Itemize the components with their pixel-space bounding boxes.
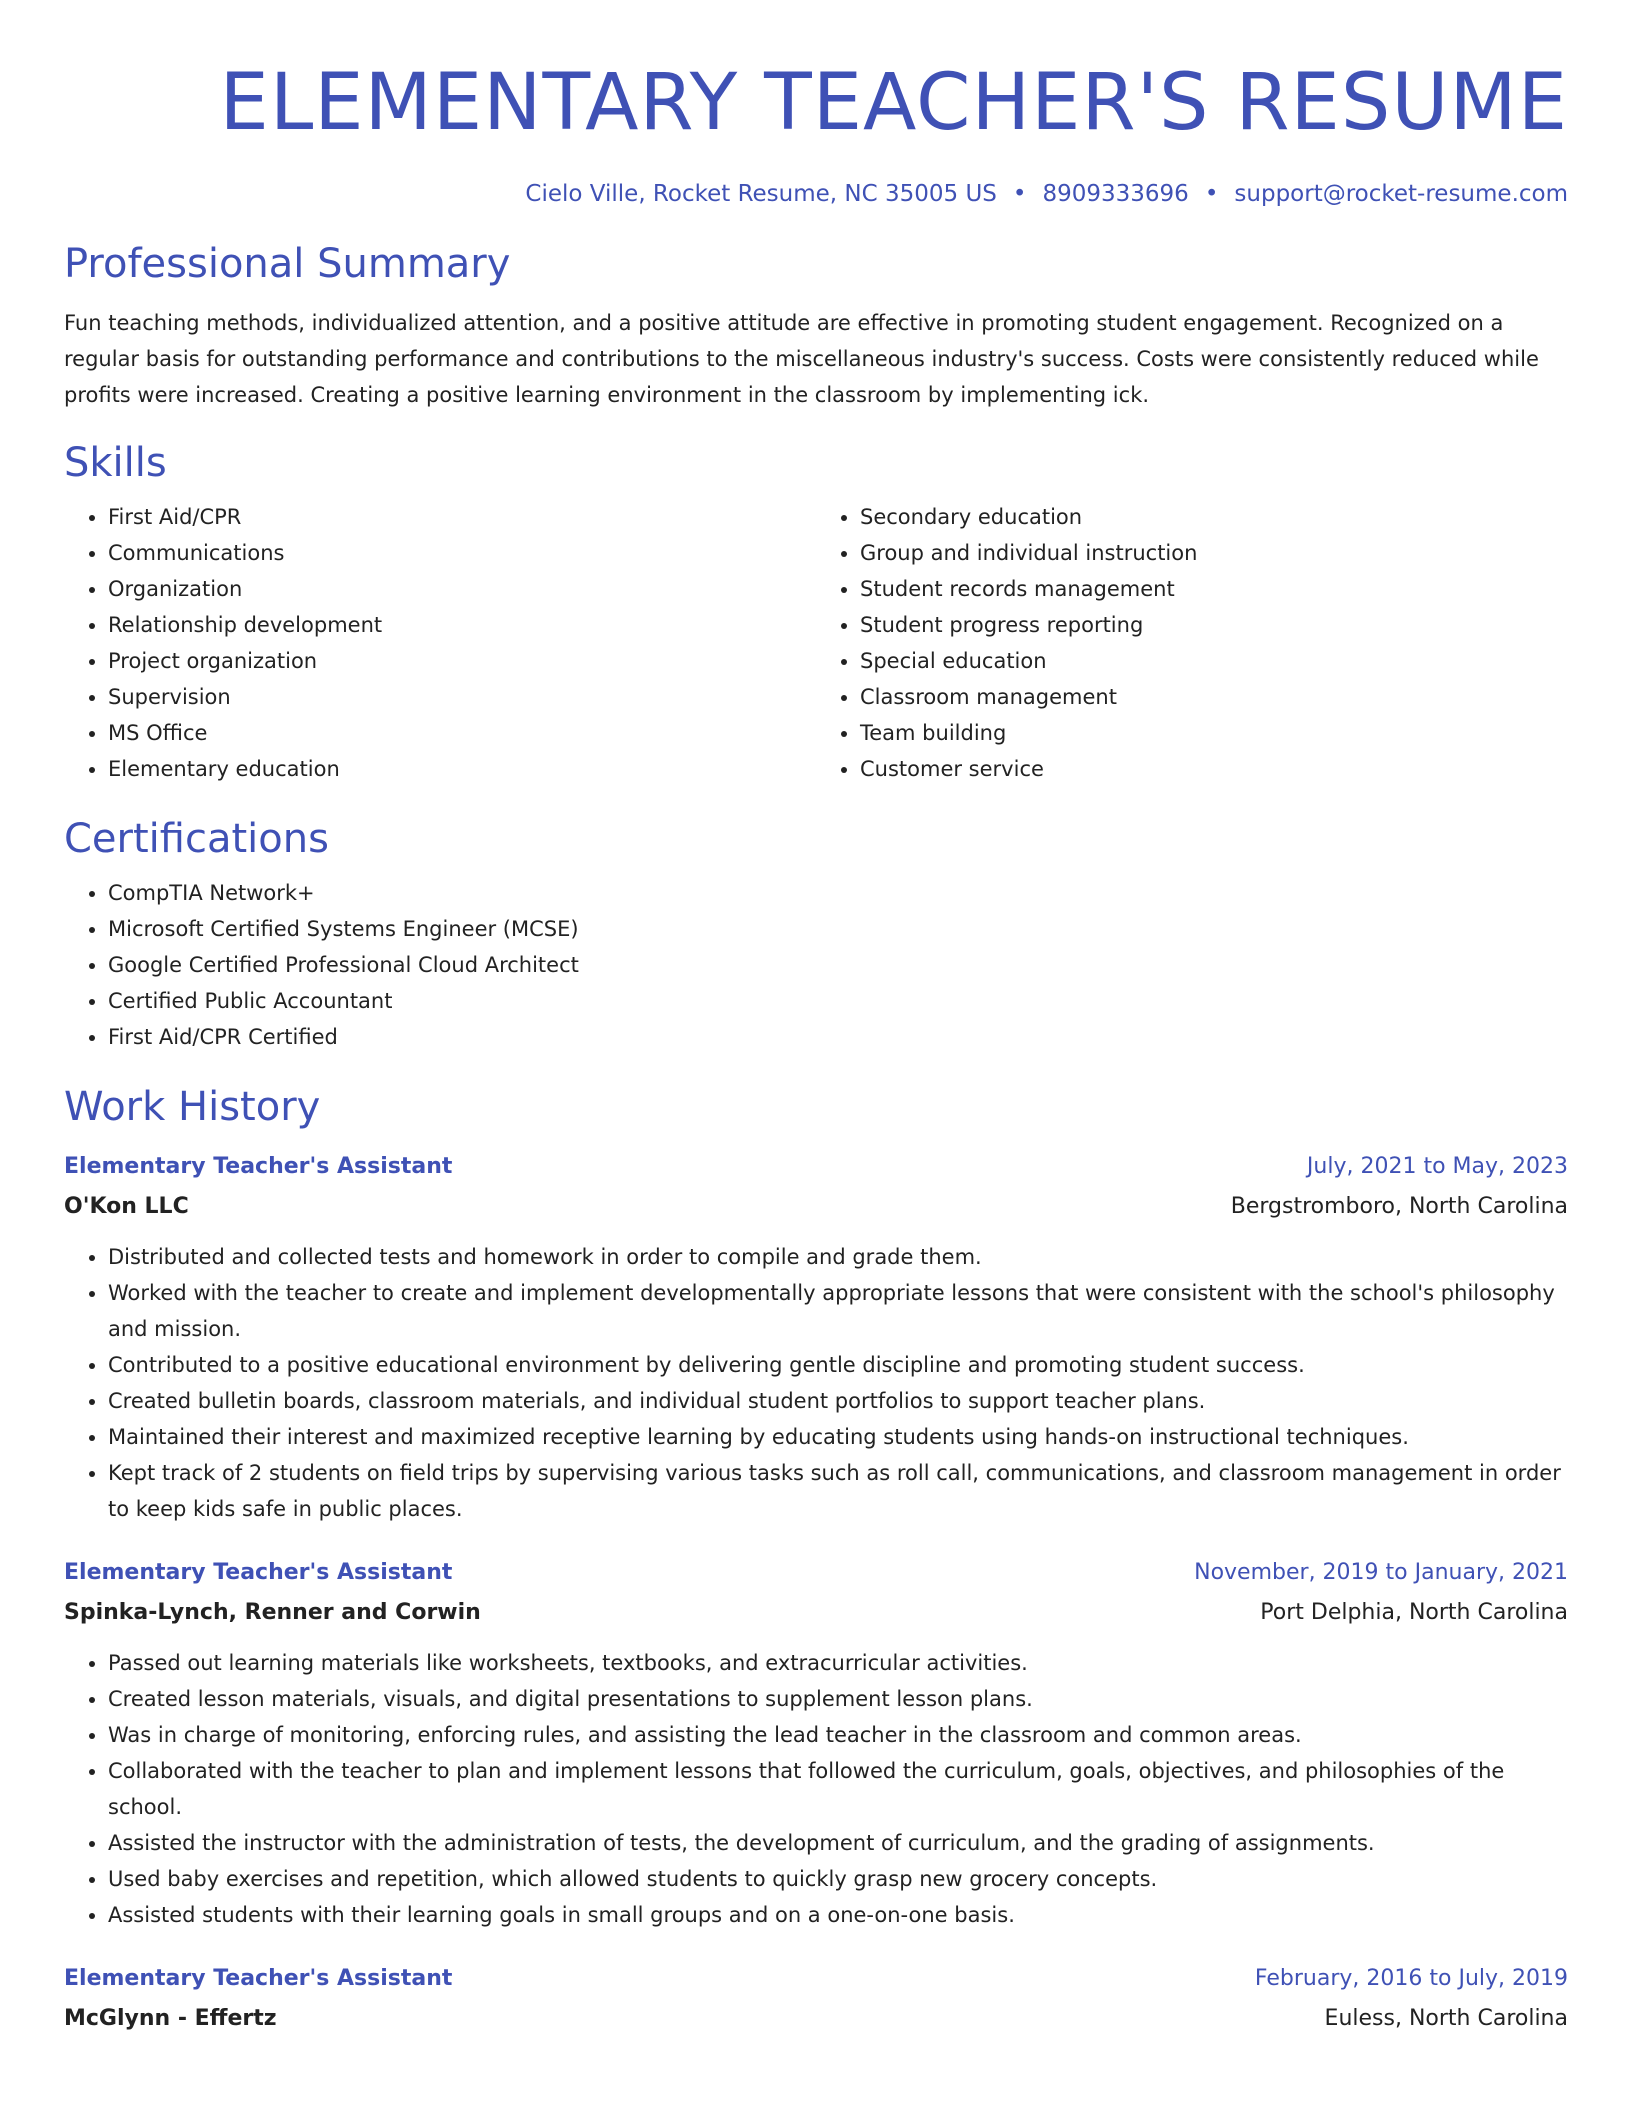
separator-dot: • — [1204, 181, 1219, 207]
list-item: • Used baby exercises and repetition, which allowed students to quickly grasp new grocery concepts. — [108, 1861, 1568, 1897]
job-company-row — [64, 1593, 1568, 1633]
list-item: • Group and individual instruction — [860, 535, 1568, 571]
job-dates: July, 2021 to May, 2023 — [1306, 1154, 1568, 1179]
job-location: Bergstromboro, North Carolina — [1230, 1194, 1568, 1219]
contact-phone: 8909333696 — [1042, 181, 1189, 207]
list-item: • Project organization — [108, 643, 816, 679]
list-item: • Special education — [860, 643, 1568, 679]
job-entry — [64, 1959, 1568, 2039]
list-item: • Customer service — [860, 751, 1568, 787]
list-item: • Classroom management — [860, 679, 1568, 715]
list-item: • Distributed and collected tests and homework in order to compile and grade them. — [108, 1239, 1568, 1275]
list-item: • First Aid/CPR Certified — [108, 1019, 1568, 1055]
list-item: • Collaborated with the teacher to plan and implement lessons that followed the curriculum, goals, objectives, and philosophies of the school. — [108, 1753, 1568, 1825]
job-title-row — [64, 1959, 1568, 1999]
list-item: • Google Certified Professional Cloud Architect — [108, 947, 1568, 983]
list-item: • First Aid/CPR — [108, 499, 816, 535]
list-item: • Team building — [860, 715, 1568, 751]
list-item: • Communications — [108, 535, 816, 571]
list-item: • Maintained their interest and maximized receptive learning by educating students using hands-on instructional techniques. — [108, 1419, 1568, 1455]
job-title: Elementary Teacher's Assistant — [64, 1560, 453, 1585]
job-dates: February, 2016 to July, 2019 — [1254, 1966, 1568, 1991]
resume-page — [64, 0, 1568, 2039]
contact-address: Cielo Ville, Rocket Resume, NC 35005 US — [525, 181, 997, 207]
job-title-row — [64, 1147, 1568, 1187]
job-company: O'Kon LLC — [64, 1194, 189, 1219]
list-item: • Student progress reporting — [860, 607, 1568, 643]
certifications-heading: Certifications — [64, 816, 329, 862]
summary-heading: Professional Summary — [64, 241, 511, 287]
job-duties-list — [64, 1239, 1568, 1527]
skills-heading: Skills — [64, 440, 167, 486]
work-history-heading: Work History — [64, 1084, 321, 1130]
list-item: • Supervision — [108, 679, 816, 715]
list-item: • Microsoft Certified Systems Engineer (MCSE) — [108, 911, 1568, 947]
skills-list-right — [816, 499, 1568, 787]
job-title-row — [64, 1553, 1568, 1593]
list-item: • MS Office — [108, 715, 816, 751]
contact-email[interactable]: support@rocket-resume.com — [1234, 181, 1568, 207]
skills-columns — [64, 499, 1568, 787]
job-dates: November, 2019 to January, 2021 — [1194, 1560, 1568, 1585]
summary-text: Fun teaching methods, individualized attention, and a positive attitude are effective in promoting student engagement. Recognized on a regular basis for outstanding performance and contributions to the miscellaneous industry's success. Costs were consistently reduced while profits were increased. Creating a positive learning environment in the classroom by implementing ick. — [64, 311, 1539, 407]
list-item: • Created bulletin boards, classroom materials, and individual student portfolios to support teacher plans. — [108, 1383, 1568, 1419]
skills-list-left — [64, 499, 816, 787]
page-title: ELEMENTARY TEACHER'S RESUME — [219, 58, 1568, 148]
job-company: Spinka-Lynch, Renner and Corwin — [64, 1600, 481, 1625]
list-item: • Passed out learning materials like worksheets, textbooks, and extracurricular activities. — [108, 1645, 1568, 1681]
job-entry — [64, 1553, 1568, 1933]
job-location: Euless, North Carolina — [1324, 2006, 1568, 2031]
list-item: • Kept track of 2 students on field trips by supervising various tasks such as roll call, communications, and classroom management in order to keep kids safe in public places. — [108, 1455, 1568, 1527]
contact-line — [64, 178, 1568, 210]
job-company: McGlynn - Effertz — [64, 2006, 277, 2031]
certifications-list — [64, 875, 1568, 1055]
list-item: • Elementary education — [108, 751, 816, 787]
list-item: • Worked with the teacher to create and implement developmentally appropriate lessons that were consistent with the school's philosophy and mission. — [108, 1275, 1568, 1347]
list-item: • Assisted students with their learning goals in small groups and on a one-on-one basis. — [108, 1897, 1568, 1933]
job-company-row — [64, 1187, 1568, 1227]
list-item: • Secondary education — [860, 499, 1568, 535]
list-item: • Contributed to a positive educational environment by delivering gentle discipline and promoting student success. — [108, 1347, 1568, 1383]
list-item: • Assisted the instructor with the administration of tests, the development of curriculum, and the grading of assignments. — [108, 1825, 1568, 1861]
job-company-row — [64, 1999, 1568, 2039]
list-item: • Relationship development — [108, 607, 816, 643]
work-history-list — [64, 1147, 1568, 2039]
list-item: • Certified Public Accountant — [108, 983, 1568, 1019]
job-location: Port Delphia, North Carolina — [1260, 1600, 1568, 1625]
list-item: • CompTIA Network+ — [108, 875, 1568, 911]
separator-dot: • — [1012, 181, 1027, 207]
list-item: • Organization — [108, 571, 816, 607]
job-title: Elementary Teacher's Assistant — [64, 1154, 453, 1179]
job-duties-list — [64, 1645, 1568, 1933]
list-item: • Was in charge of monitoring, enforcing rules, and assisting the lead teacher in the classroom and common areas. — [108, 1717, 1568, 1753]
list-item: • Student records management — [860, 571, 1568, 607]
list-item: • Created lesson materials, visuals, and digital presentations to supplement lesson plans. — [108, 1681, 1568, 1717]
job-entry — [64, 1147, 1568, 1527]
job-title: Elementary Teacher's Assistant — [64, 1966, 453, 1991]
